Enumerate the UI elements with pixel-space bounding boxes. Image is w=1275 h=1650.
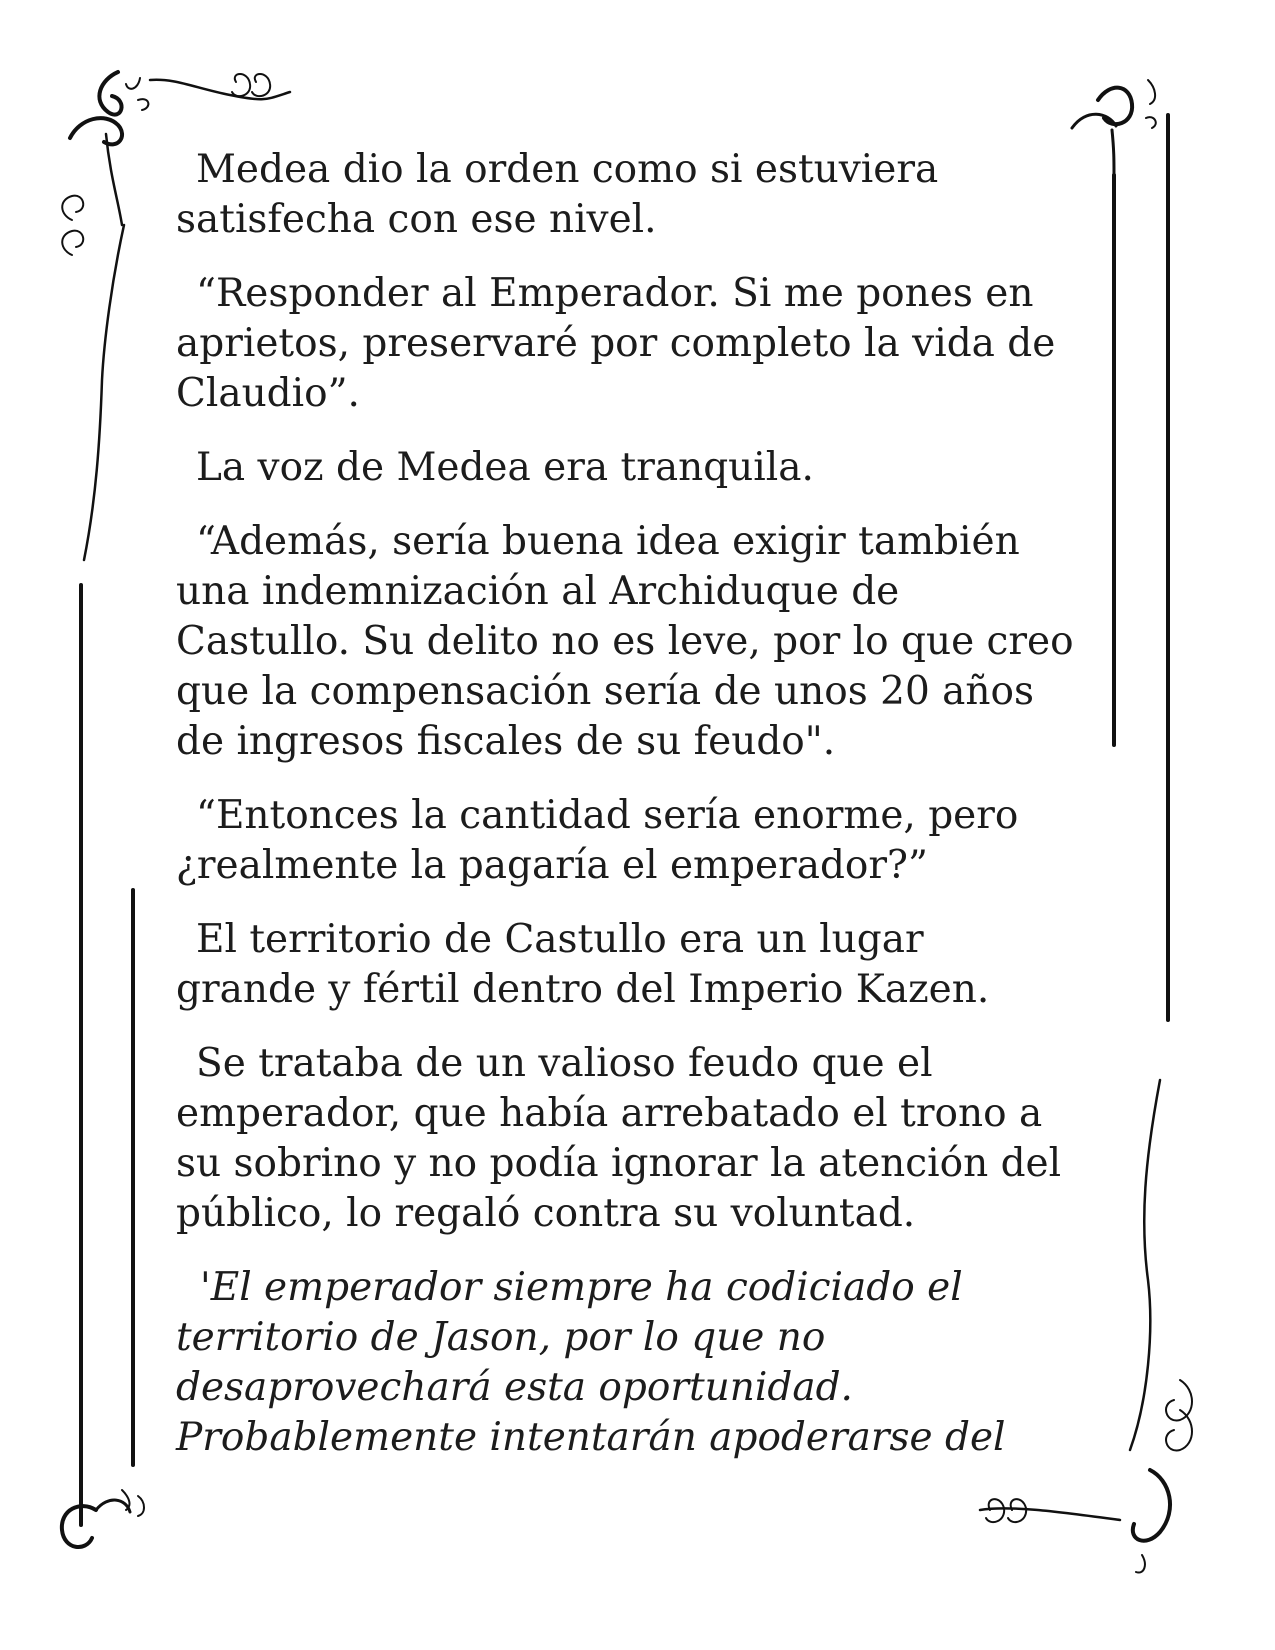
paragraph-5: “Entonces la cantidad sería enorme, pero ¿realmente la pagaría el emperador?”: [176, 793, 1019, 888]
paragraph-3: La voz de Medea era tranquila.: [196, 445, 814, 490]
paragraph-8-thought: 'El emperador siempre ha codiciado el territorio de Jason, por lo que no desaprovechará esta oportunidad. Probablemente intentarán apoderarse del: [176, 1265, 1006, 1460]
right-flow-curve: [1130, 1080, 1160, 1450]
paragraph-1: Medea dio la orden como si estuviera satisfecha con ese nivel.: [176, 147, 939, 242]
paragraph-6: El territorio de Castullo era un lugar grande y fértil dentro del Imperio Kazen.: [176, 917, 990, 1012]
paragraph-7: Se trataba de un valioso feudo que el emperador, que había arrebatado el trono a su sobrino y no podía ignorar la atención del público, lo regaló contra su voluntad.: [176, 1041, 1062, 1236]
page-text: [176, 145, 1076, 1487]
bottom-left-flourish-icon: [62, 1490, 144, 1547]
paragraph-2: “Responder al Emperador. Si me pones en aprietos, preservaré por completo la vida de Claudio”.: [176, 271, 1056, 416]
top-right-flourish-icon: [1072, 80, 1156, 175]
paragraph-4: “Además, sería buena idea exigir también una indemnización al Archiduque de Castullo. Su delito no es leve, por lo que creo que la compensación sería de unos 20 años de ingresos fiscales de su feudo".: [176, 519, 1074, 764]
